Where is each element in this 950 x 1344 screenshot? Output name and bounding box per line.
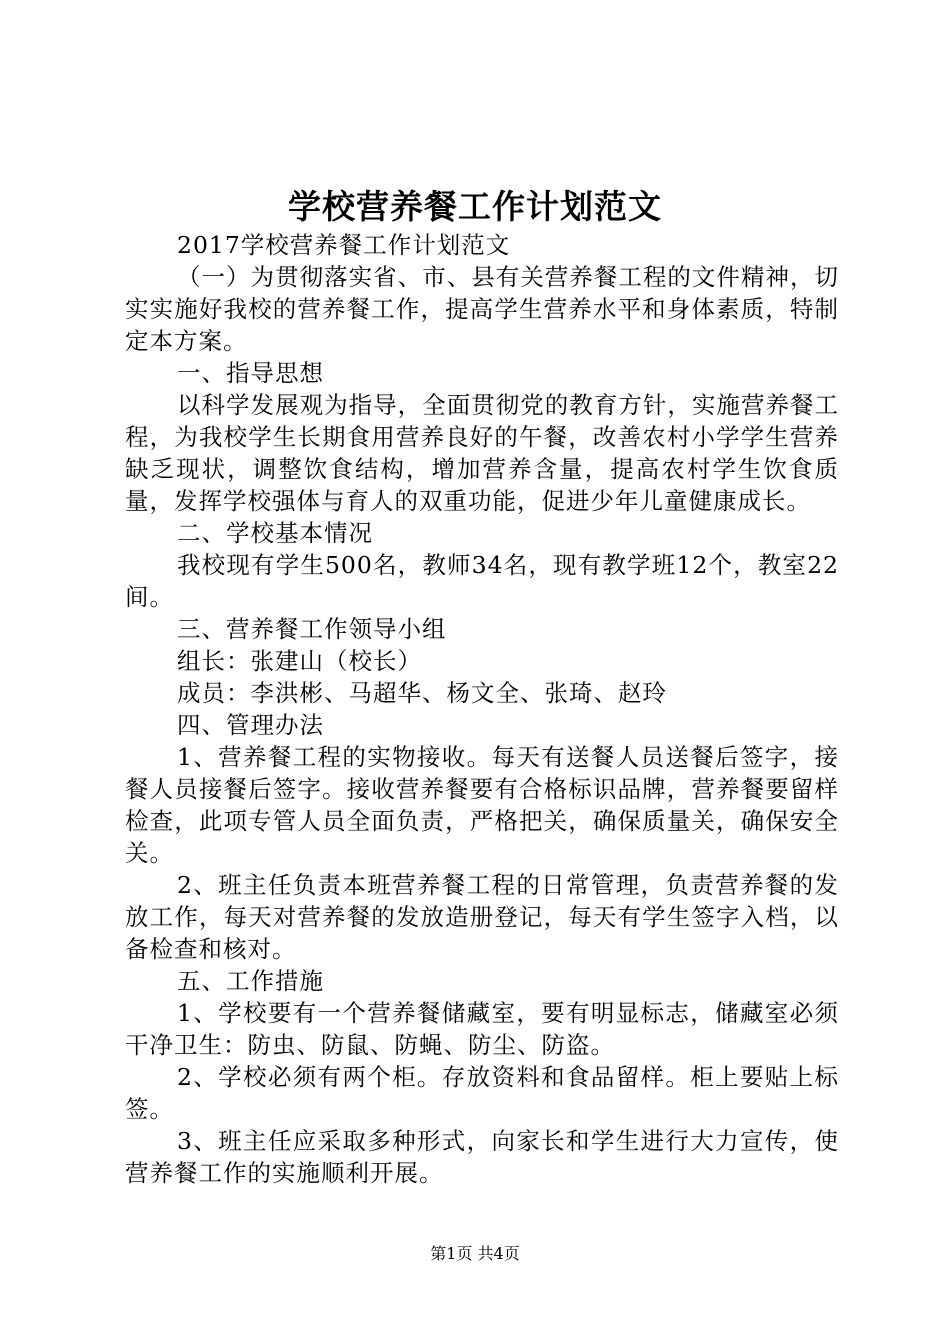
document-title: 学校营养餐工作计划范文 (288, 187, 662, 226)
paragraph-measures-3: 3、班主任应采取多种形式，向家长和学生进行大力宣传，使营养餐工作的实施顺利开展。 (125, 1127, 839, 1187)
heading-measures: 五、工作措施 (177, 967, 324, 995)
page-footer: 第1页 共4页 (430, 1244, 520, 1263)
paragraph-management-2: 2、班主任负责本班营养餐工程的日常管理，负责营养餐的发放工作，每天对营养餐的发放造册登记，每天有学生签字入档，以备检查和核对。 (125, 871, 839, 963)
heading-guiding-ideology: 一、指导思想 (177, 359, 324, 387)
paragraph-group-members: 成员：李洪彬、马超华、杨文全、张琦、赵玲 (177, 679, 667, 707)
paragraph-measures-2: 2、学校必须有两个柜。存放资料和食品留样。柜上要贴上标签。 (125, 1063, 839, 1123)
heading-leadership-group: 三、营养餐工作领导小组 (177, 615, 447, 643)
paragraph-measures-1: 1、学校要有一个营养餐储藏室，要有明显标志，储藏室必须干净卫生：防虫、防鼠、防蝇、防尘、防盗。 (125, 999, 839, 1059)
paragraph-intro: （一）为贯彻落实省、市、县有关营养餐工程的文件精神，切实实施好我校的营养餐工作，提高学生营养水平和身体素质，特制定本方案。 (125, 263, 839, 355)
document-body (125, 229, 839, 1189)
paragraph-guiding-ideology: 以科学发展观为指导，全面贯彻党的教育方针，实施营养餐工程，为我校学生长期食用营养良好的午餐，改善农村小学学生营养缺乏现状，调整饮食结构，增加营养含量，提高农村学生饮食质量，发挥学校强体与育人的双重功能，促进少年儿童健康成长。 (125, 391, 839, 515)
paragraph-subtitle: 2017学校营养餐工作计划范文 (177, 231, 511, 259)
paragraph-management-1: 1、营养餐工程的实物接收。每天有送餐人员送餐后签字，接餐人员接餐后签字。接收营养餐要有合格标识品牌，营养餐要留样检查，此项专管人员全面负责，严格把关，确保质量关，确保安全关。 (125, 743, 839, 867)
heading-management: 四、管理办法 (177, 711, 324, 739)
heading-school-basics: 二、学校基本情况 (177, 519, 373, 547)
paragraph-group-leader: 组长：张建山（校长） (177, 647, 422, 675)
paragraph-school-basics: 我校现有学生500名，教师34名，现有教学班12个，教室22间。 (125, 551, 839, 611)
